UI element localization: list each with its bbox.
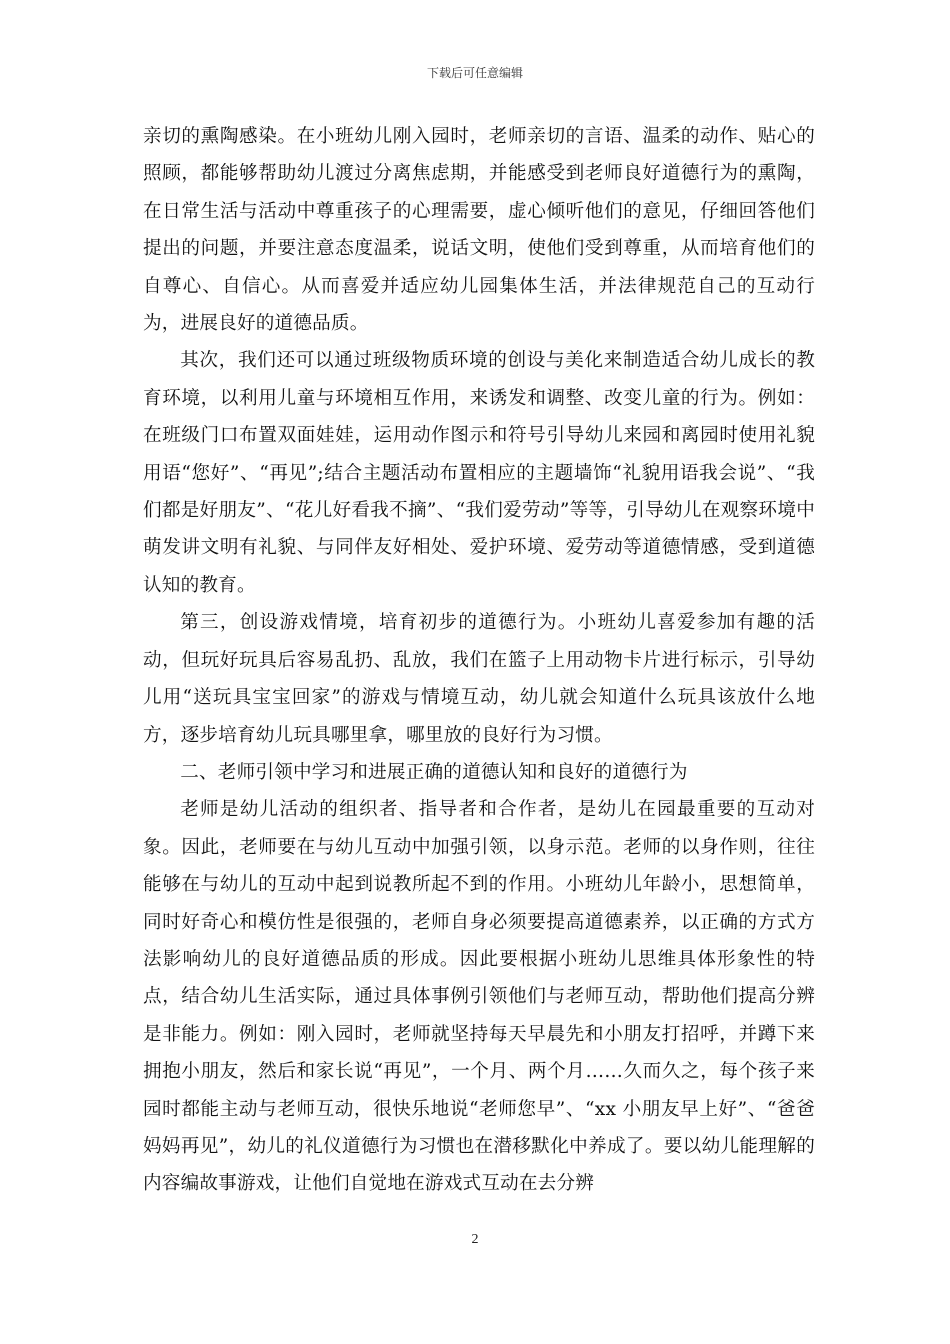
page-header: 下载后可任意编辑 [426, 66, 523, 80]
page-number: 2 [471, 1232, 479, 1247]
section-heading: 二、老师引领中学习和进展正确的道德认知和良好的道德行为 [180, 761, 688, 783]
paragraph: 其次，我们还可以通过班级物质环境的创设与美化来制造适合幼儿成长的教育环境，以利用儿童与环境相互作用，来诱发和调整、改变儿童的行为。例如：在班级门口布置双面娃娃，运用动作图示和符号引导幼儿来园和离园时使用礼貌用语“您好”、“再见”;结合主题活动布置相应的主题墙饰“礼貌用语我会说”、“我们都是好朋友”、“花儿好看我不摘”、“我们爱劳动”等等，引导幼儿在观察环境中萌发讲文明有礼貌、与同伴友好相处、爱护环境、爱劳动等道德情感，受到道德认知的教育。 [143, 350, 815, 596]
paragraph: 第三，创设游戏情境，培育初步的道德行为。小班幼儿喜爱参加有趣的活动，但玩好玩具后容易乱扔、乱放，我们在篮子上用动物卡片进行标示，引导幼儿用“送玩具宝宝回家”的游戏与情境互动，幼儿就会知道什么玩具该放什么地方，逐步培育幼儿玩具哪里拿，哪里放的良好行为习惯。 [143, 612, 815, 746]
paragraph: 老师是幼儿活动的组织者、指导者和合作者，是幼儿在园最重要的互动对象。因此，老师要在与幼儿互动中加强引领，以身示范。老师的以身作则，往往能够在与幼儿的互动中起到说教所起不到的作用。小班幼儿年龄小，思想简单，同时好奇心和模仿性是很强的，老师自身必须要提高道德素养，以正确的方式方法影响幼儿的良好道德品质的形成。因此要根据小班幼儿思维具体形象性的特点，结合幼儿生活实际，通过具体事例引领他们与老师互动，帮助他们提高分辨是非能力。例如：刚入园时，老师就坚持每天早晨先和小朋友打招呼，并蹲下来拥抱小朋友，然后和家长说“再见”，一个月、两个月……久而久之，每个孩子来园时都能主动与老师互动，很快乐地说“老师您早”、“xx 小朋友早上好”、“爸爸妈妈再见”，幼儿的礼仪道德行为习惯也在潜移默化中养成了。要以幼儿能理解的内容编故事游戏，让他们自觉地在游戏式互动在去分辨 [143, 799, 815, 1195]
document-body [143, 118, 815, 1203]
paragraph: 亲切的熏陶感染。在小班幼儿刚入园时，老师亲切的言语、温柔的动作、贴心的照顾，都能够帮助幼儿渡过分离焦虑期，并能感受到老师良好道德行为的熏陶，在日常生活与活动中尊重孩子的心理需要，虚心倾听他们的意见，仔细回答他们提出的问题，并要注意态度温柔，说话文明，使他们受到尊重，从而培育他们的自尊心、自信心。从而喜爱并适应幼儿园集体生活，并法律规范自己的互动行为，进展良好的道德品质。 [143, 126, 815, 335]
